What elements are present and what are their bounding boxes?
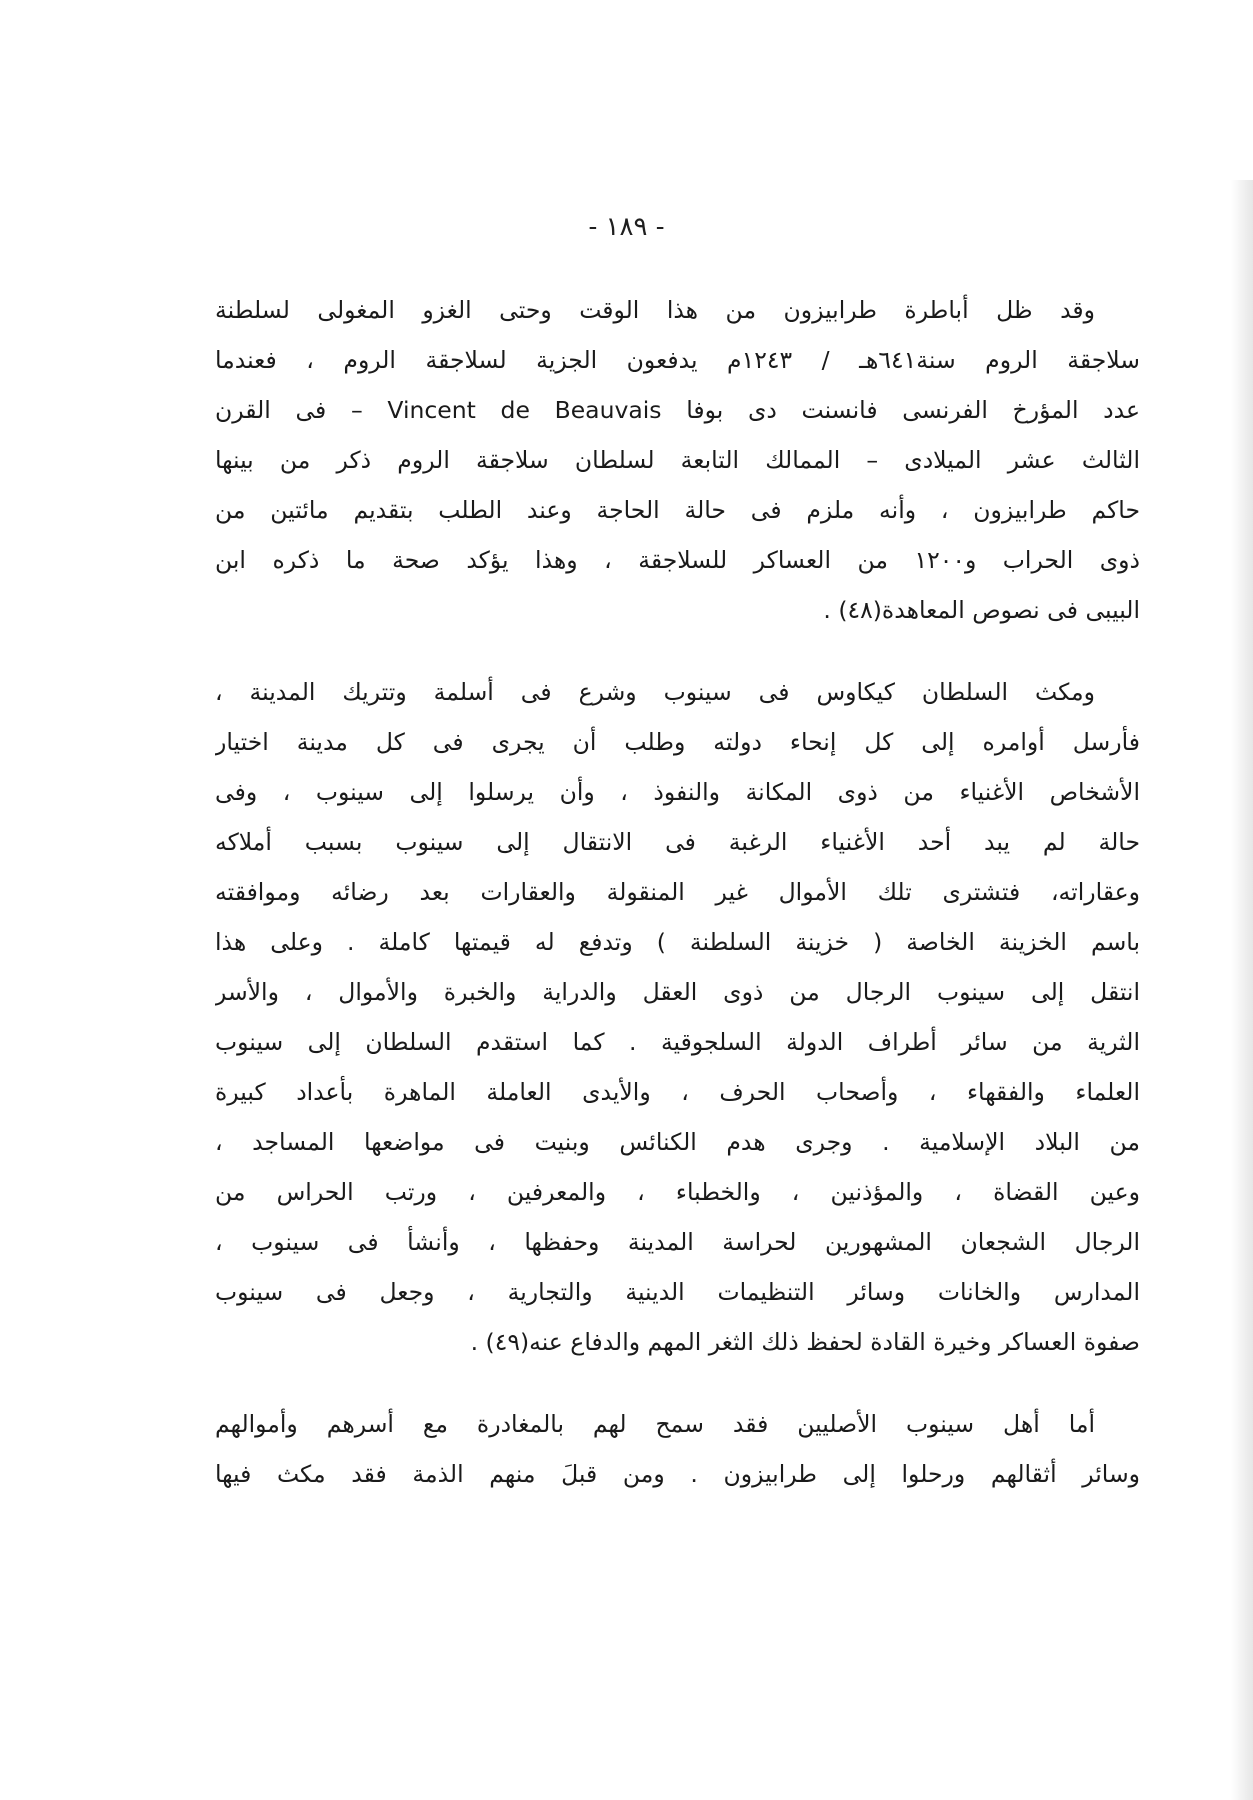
text-line: الأشخاص الأغنياء من ذوى المكانة والنفوذ ، وأن يرسلوا إلى سينوب ، وفى <box>215 778 1140 806</box>
page-edge-shadow <box>1231 180 1253 1800</box>
text-line: أما أهل سينوب الأصليين فقد سمح لهم بالمغادرة مع أسرهم وأموالهم <box>215 1410 1095 1438</box>
paragraph-3 <box>215 1399 1140 1499</box>
text-line: حاكم طرابيزون ، وأنه ملزم فى حالة الحاجة وعند الطلب بتقديم مائتين من <box>215 496 1140 524</box>
text-line: صفوة العساكر وخيرة القادة لحفظ ذلك الثغر المهم والدفاع عنه(٤٩) . <box>470 1328 1140 1356</box>
text-line: وعقاراته، فتشترى تلك الأموال غير المنقولة والعقارات بعد رضائه وموافقته <box>215 878 1140 906</box>
body-text <box>215 285 1140 1499</box>
text-line: العلماء والفقهاء ، وأصحاب الحرف ، والأيدى العاملة الماهرة بأعداد كبيرة <box>215 1078 1140 1106</box>
text-line: من البلاد الإسلامية . وجرى هدم الكنائس وبنيت فى مواضعها المساجد ، <box>215 1128 1140 1156</box>
text-line: وعين القضاة ، والمؤذنين ، والخطباء ، والمعرفين ، ورتب الحراس من <box>215 1178 1140 1206</box>
text-line: الرجال الشجعان المشهورين لحراسة المدينة وحفظها ، وأنشأ فى سينوب ، <box>215 1228 1140 1256</box>
text-line: الثرية من سائر أطراف الدولة السلجوقية . كما استقدم السلطان إلى سينوب <box>215 1028 1140 1056</box>
text-line: وقد ظل أباطرة طرابيزون من هذا الوقت وحتى الغزو المغولى لسلطنة <box>215 296 1095 324</box>
paragraph-2 <box>215 667 1140 1367</box>
text-line: سلاجقة الروم سنة٦٤١هـ / ١٢٤٣م يدفعون الجزية لسلاجقة الروم ، فعندما <box>215 346 1140 374</box>
text-line: البيبى فى نصوص المعاهدة(٤٨) . <box>823 596 1140 624</box>
text-line: عدد المؤرخ الفرنسى فانسنت دى بوفا Vincent de Beauvais – فى القرن <box>215 396 1140 424</box>
text-line: وسائر أثقالهم ورحلوا إلى طرابيزون . ومن قبلَ منهم الذمة فقد مكث فيها <box>215 1460 1140 1488</box>
text-line: انتقل إلى سينوب الرجال من ذوى العقل والدراية والخبرة والأموال ، والأسر <box>215 978 1140 1006</box>
paragraph-1 <box>215 285 1140 635</box>
text-line: فأرسل أوامره إلى كل إنحاء دولته وطلب أن يجرى فى كل مدينة اختيار <box>215 728 1140 756</box>
text-line: باسم الخزينة الخاصة ( خزينة السلطنة ) وتدفع له قيمتها كاملة . وعلى هذا <box>215 928 1140 956</box>
text-line: ذوى الحراب و١٢٠٠ من العساكر للسلاجقة ، وهذا يؤكد صحة ما ذكره ابن <box>215 546 1140 574</box>
text-line: ومكث السلطان كيكاوس فى سينوب وشرع فى أسلمة وتتريك المدينة ، <box>215 678 1095 706</box>
text-line: حالة لم يبد أحد الأغنياء الرغبة فى الانتقال إلى سينوب بسبب أملاكه <box>215 828 1140 856</box>
text-line: الثالث عشر الميلادى – الممالك التابعة لسلطان سلاجقة الروم ذكر من بينها <box>215 446 1140 474</box>
text-line: المدارس والخانات وسائر التنظيمات الدينية والتجارية ، وجعل فى سينوب <box>215 1278 1140 1306</box>
page-number: - ١٨٩ - <box>588 212 665 242</box>
